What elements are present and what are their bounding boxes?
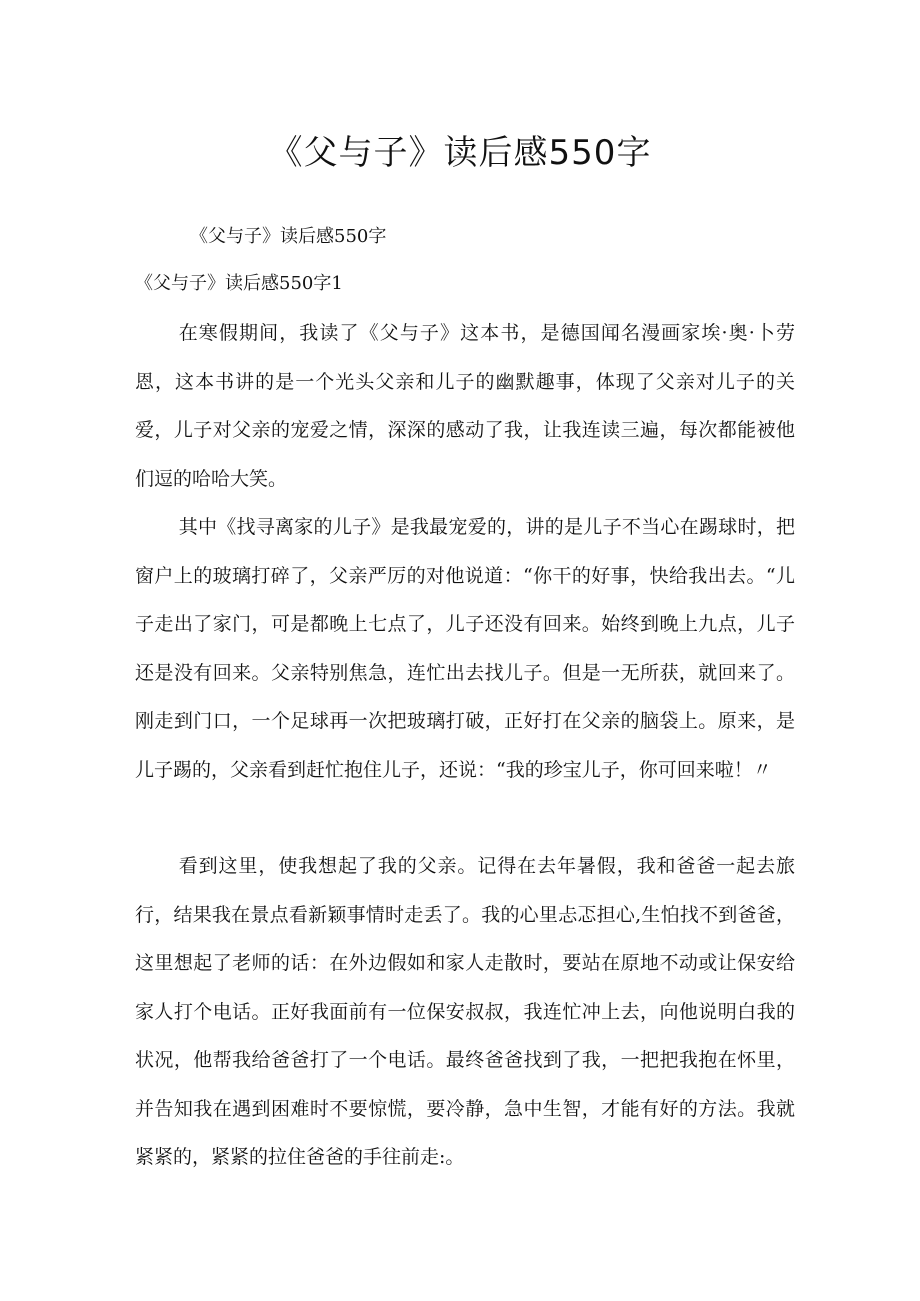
document-subtitle: 《父与子》读后感550字 [190,226,387,247]
document-title: 《父与子》读后感550字 [268,133,652,173]
paragraph-3: 看到这里，使我想起了我的父亲。记得在去年暑假，我和爸爸一起去旅行，结果我在景点看新颖事情时走丢了。我的心里忐忑担心,生怕找不到爸爸，这里想起了老师的话：在外边假如和家人走散时，要站在原地不动或让保安给家人打个电话。正好我面前有一位保安叔叔，我连忙冲上去，向他说明白我的状况，他帮我给爸爸打了一个电话。最终爸爸找到了我，一把把我抱在怀里，并告知我在遇到困难时不要惊慌，要冷静，急中生智，才能有好的方法。我就紧紧的，紧紧的拉住爸爸的手往前走:。 [135,855,795,1168]
section-heading: 《父与子》读后感550字1 [135,273,343,294]
paragraph-2: 其中《找寻离家的儿子》是我最宠爱的，讲的是儿子不当心在踢球时，把窗户上的玻璃打碎了，父亲严厉的对他说道：“你干的好事，快给我出去。“儿子走出了家门，可是都晚上七点了，儿子还没有回来。始终到晚上九点，儿子还是没有回来。父亲特别焦急，连忙出去找儿子。但是一无所获，就回来了。刚走到门口，一个足球再一次把玻璃打破，正好打在父亲的脑袋上。原来，是儿子踢的，父亲看到赶忙抱住儿子，还说：“我的珍宝儿子，你可回来啦！〃 [135,516,795,781]
paragraph-1: 在寒假期间，我读了《父与子》这本书，是德国闻名漫画家埃·奥·卜劳恩，这本书讲的是一个光头父亲和儿子的幽默趣事，体现了父亲对儿子的关爱，儿子对父亲的宠爱之情，深深的感动了我，让我连读三遍，每次都能被他们逗的哈哈大笑。 [135,322,795,490]
